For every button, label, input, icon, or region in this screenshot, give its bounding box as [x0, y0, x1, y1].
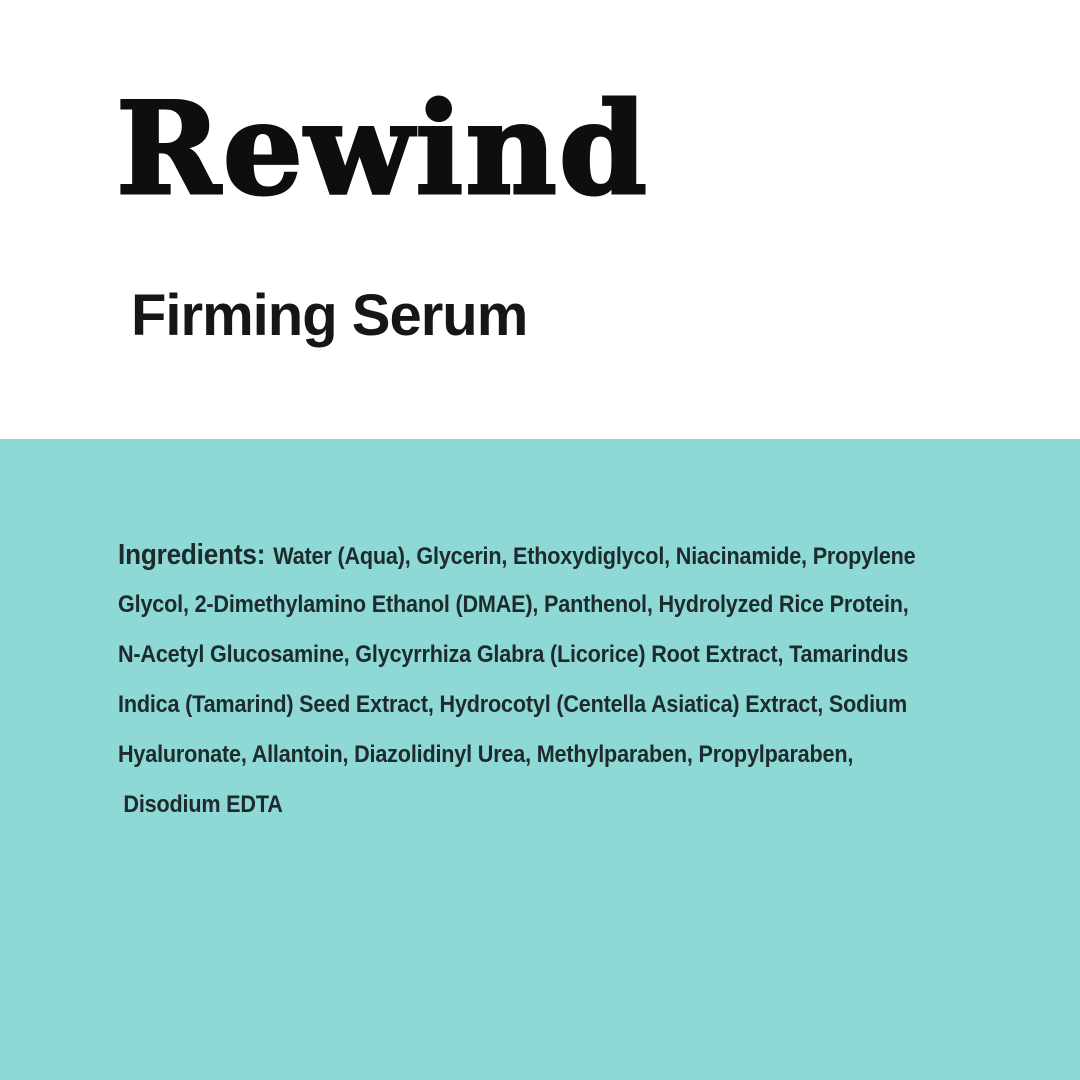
- ingredients-line: Indica (Tamarind) Seed Extract, Hydrocotyl (Centella Asiatica) Extract, Sodium: [118, 691, 907, 718]
- brand-name: Rewind: [116, 75, 649, 223]
- ingredients-text: [118, 530, 916, 830]
- ingredients-label: Ingredients:: [118, 539, 266, 571]
- ingredients-line: N-Acetyl Glucosamine, Glycyrrhiza Glabra (Licorice) Root Extract, Tamarindus: [118, 641, 909, 668]
- ingredients-line: Glycol, 2-Dimethylamino Ethanol (DMAE), Panthenol, Hydrolyzed Rice Protein,: [118, 591, 909, 618]
- ingredients-panel: [0, 439, 1080, 1080]
- ingredients-line: Disodium EDTA: [123, 791, 283, 818]
- ingredients-line: [118, 530, 916, 580]
- product-name: Firming Serum: [131, 283, 528, 348]
- ingredients-line: Hyaluronate, Allantoin, Diazolidinyl Urea, Methylparaben, Propylparaben,: [118, 741, 854, 768]
- ingredients-line-text: Water (Aqua), Glycerin, Ethoxydiglycol, Niacinamide, Propylene: [273, 543, 916, 570]
- label-header-area: [0, 0, 1080, 439]
